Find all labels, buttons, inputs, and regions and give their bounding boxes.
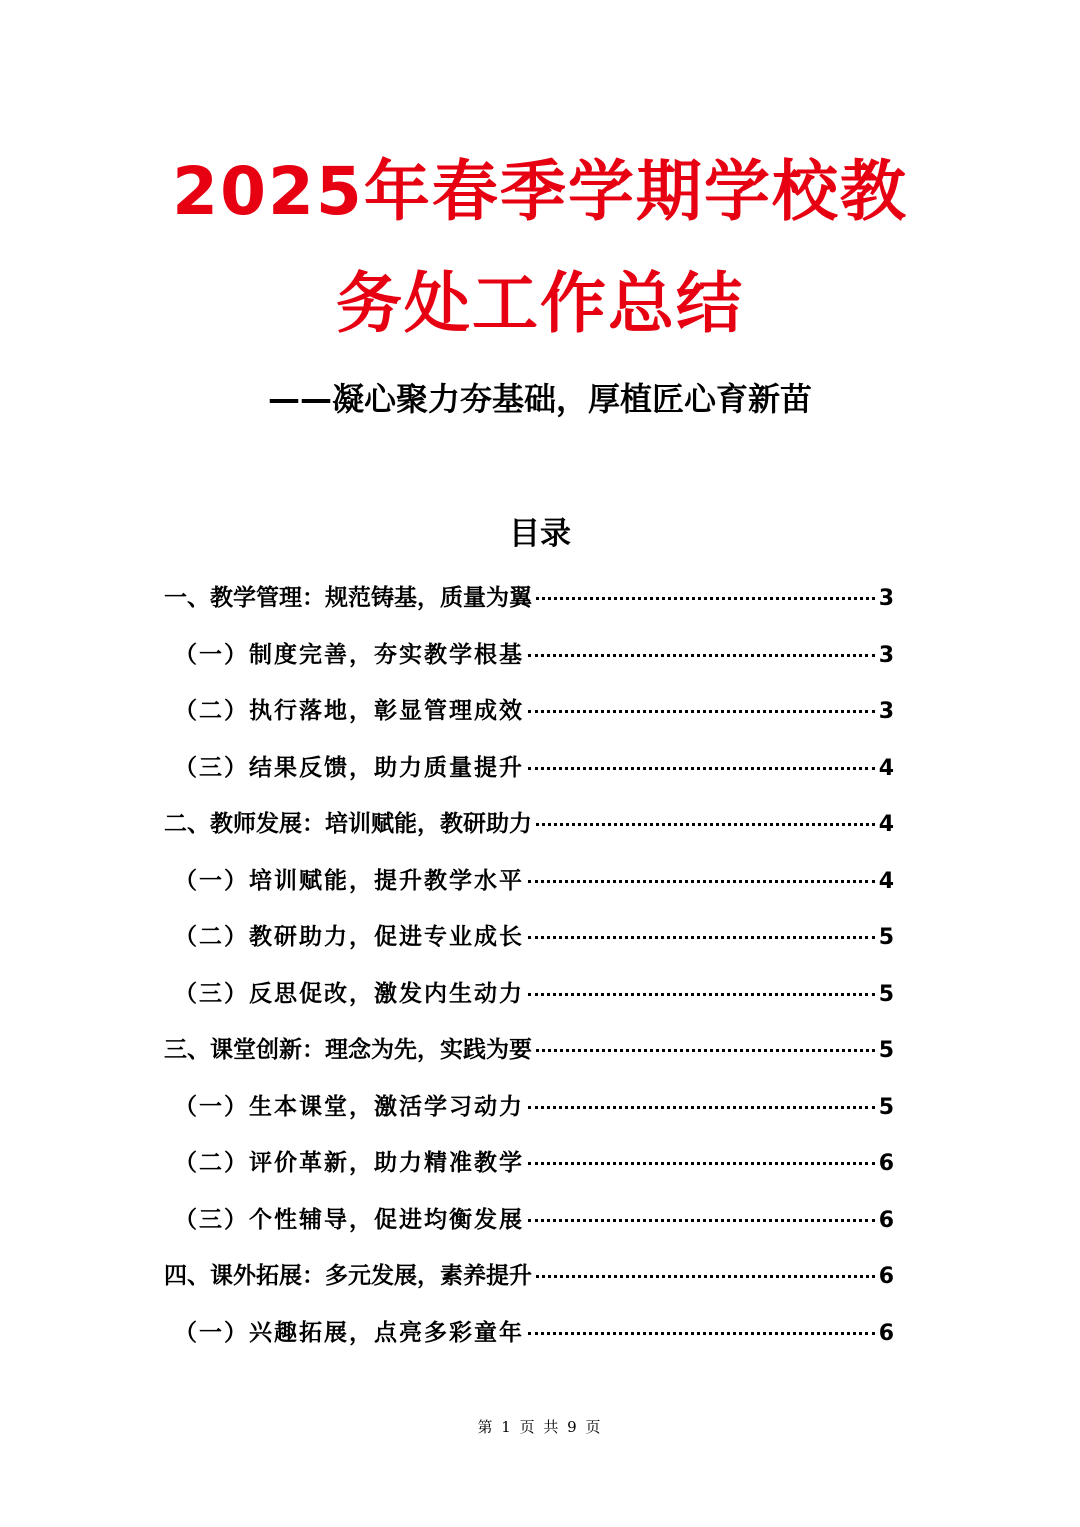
toc-entry-section[interactable] — [164, 1254, 894, 1311]
toc-entry-page-number: 5 — [878, 925, 894, 950]
toc-entry-page-number: 5 — [878, 981, 894, 1007]
toc-dot-leader — [528, 1332, 875, 1335]
toc-entry-subsection[interactable] — [164, 746, 894, 803]
toc-entry-label: （二）执行落地，彰显管理成效 — [174, 697, 524, 724]
document-title-line-2: 务处工作总结 — [336, 265, 744, 342]
toc-entry-page-number: 5 — [878, 1094, 894, 1120]
toc-dot-leader — [528, 1106, 875, 1109]
table-of-contents — [164, 576, 894, 1367]
toc-entry-label: 一、教学管理：规范铸基，质量为翼 — [164, 585, 532, 611]
toc-dot-leader — [528, 1162, 875, 1165]
toc-entry-subsection[interactable] — [164, 972, 894, 1029]
toc-entry-label: （三）结果反馈，助力质量提升 — [174, 753, 524, 781]
toc-entry-subsection[interactable] — [164, 633, 894, 690]
toc-entry-page-number: 4 — [878, 812, 894, 837]
toc-entry-section[interactable] — [164, 802, 894, 859]
toc-entry-label: （二）教研助力，促进专业成长 — [174, 923, 524, 950]
toc-dot-leader — [528, 710, 875, 713]
toc-entry-label: （一）生本课堂，激活学习动力 — [174, 1092, 524, 1120]
toc-entry-label: （二）评价革新，助力精准教学 — [174, 1149, 524, 1176]
toc-entry-page-number: 6 — [878, 1151, 894, 1176]
toc-entry-page-number: 3 — [878, 586, 894, 611]
toc-dot-leader — [536, 823, 875, 826]
toc-entry-subsection[interactable] — [164, 1085, 894, 1142]
toc-heading: 目录 — [509, 516, 571, 552]
toc-entry-label: （三）反思促改，激发内生动力 — [174, 979, 524, 1007]
toc-entry-page-number: 4 — [878, 755, 894, 781]
toc-entry-label: 四、课外拓展：多元发展，素养提升 — [164, 1263, 532, 1289]
toc-dot-leader — [528, 936, 875, 939]
toc-entry-page-number: 6 — [878, 1320, 894, 1346]
toc-entry-subsection[interactable] — [164, 859, 894, 916]
toc-entry-label: （三）个性辅导，促进均衡发展 — [174, 1205, 524, 1233]
toc-dot-leader — [536, 1275, 875, 1278]
toc-dot-leader — [528, 993, 875, 996]
toc-entry-page-number: 6 — [878, 1264, 894, 1289]
toc-entry-label: 二、教师发展：培训赋能，教研助力 — [164, 811, 532, 837]
toc-dot-leader — [536, 1049, 875, 1052]
document-subtitle: ——凝心聚力夯基础，厚植匠心育新苗 — [267, 380, 812, 418]
toc-entry-subsection[interactable] — [164, 1198, 894, 1255]
toc-entry-page-number: 3 — [878, 642, 894, 668]
document-title-line-1: 2025年春季学期学校教 — [172, 153, 908, 230]
toc-entry-label: （一）培训赋能，提升教学水平 — [174, 866, 524, 894]
toc-entry-label: （一）兴趣拓展，点亮多彩童年 — [174, 1318, 524, 1346]
toc-dot-leader — [528, 1219, 875, 1222]
toc-entry-subsection[interactable] — [164, 1311, 894, 1368]
toc-dot-leader — [536, 597, 875, 600]
toc-dot-leader — [528, 767, 875, 770]
page-footer: 第 1 页 共 9 页 — [477, 1418, 603, 1436]
toc-dot-leader — [528, 654, 875, 657]
toc-entry-section[interactable] — [164, 576, 894, 633]
toc-entry-label: 三、课堂创新：理念为先，实践为要 — [164, 1037, 532, 1063]
toc-entry-subsection[interactable] — [164, 1141, 894, 1198]
toc-entry-subsection[interactable] — [164, 915, 894, 972]
toc-entry-page-number: 3 — [878, 699, 894, 724]
toc-entry-label: （一）制度完善，夯实教学根基 — [174, 640, 524, 668]
toc-dot-leader — [528, 880, 875, 883]
toc-entry-page-number: 5 — [878, 1038, 894, 1063]
toc-entry-page-number: 6 — [878, 1207, 894, 1233]
toc-entry-subsection[interactable] — [164, 689, 894, 746]
toc-entry-page-number: 4 — [878, 868, 894, 894]
toc-entry-section[interactable] — [164, 1028, 894, 1085]
